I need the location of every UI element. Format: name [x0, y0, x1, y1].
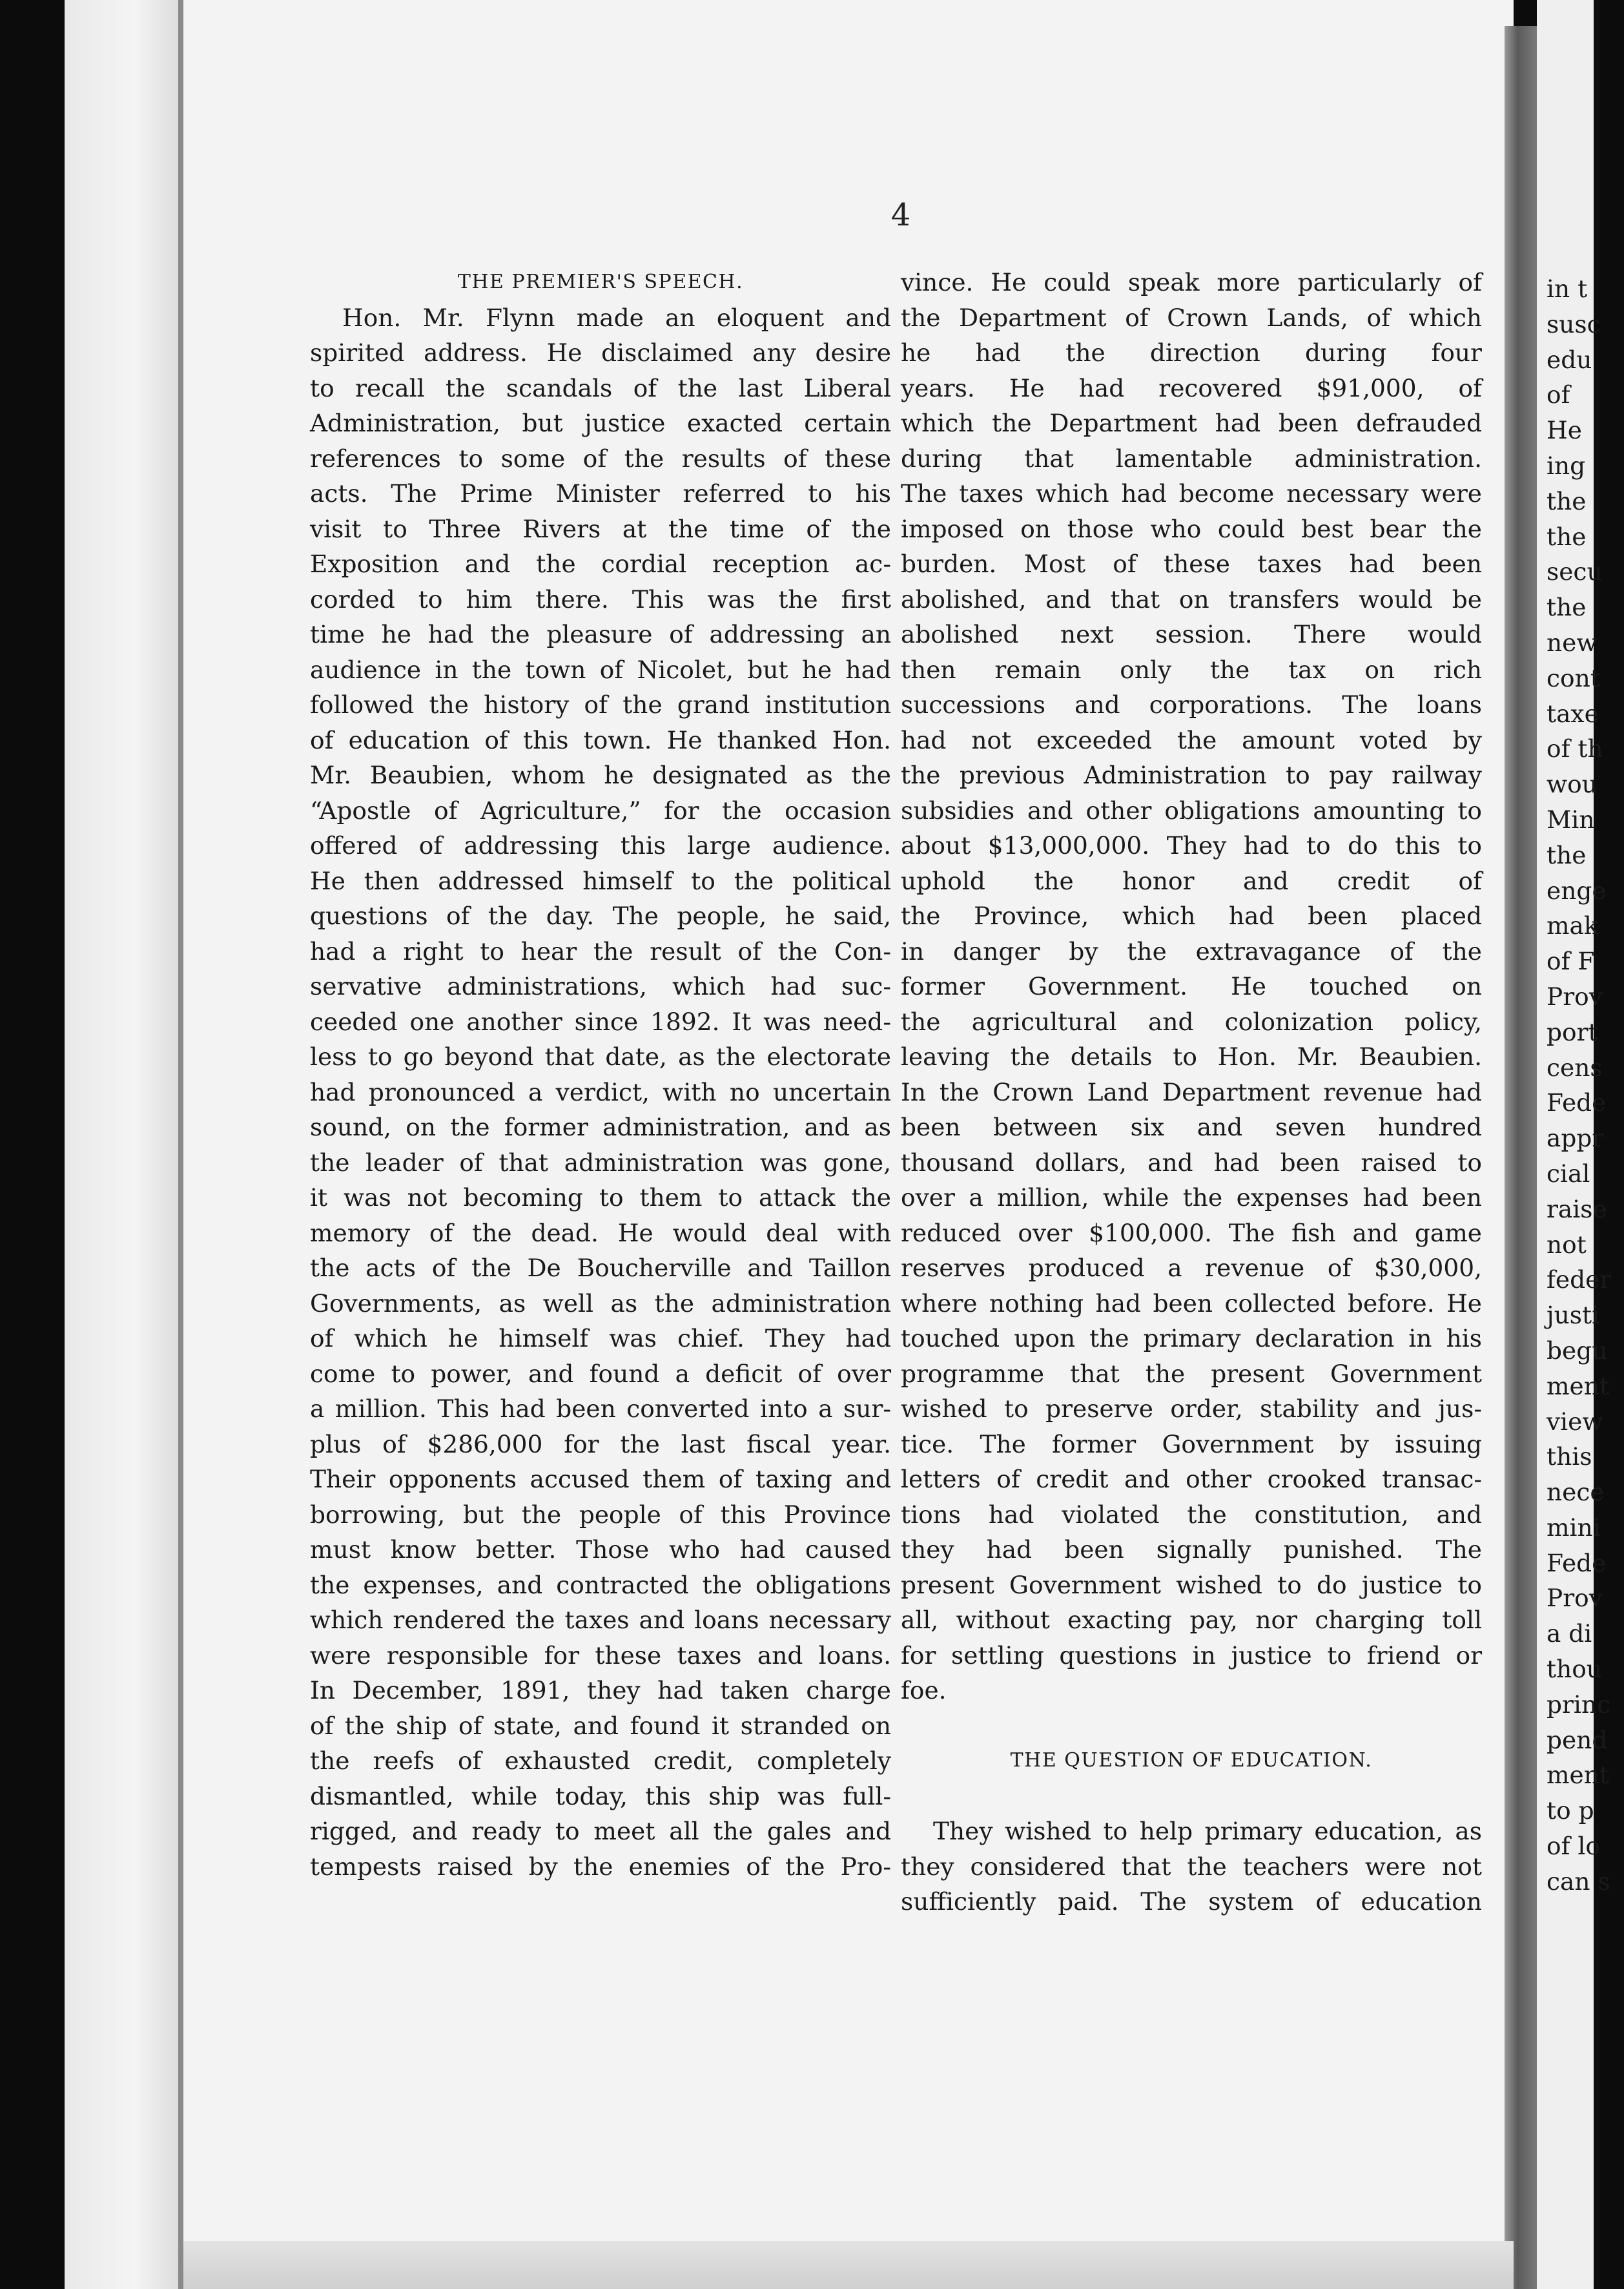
next-page-fragment: to p — [1547, 1796, 1594, 1825]
text-line: of education of this town. He thanked Hon. — [310, 725, 891, 754]
text-line: imposed on those who could best bear the — [901, 514, 1482, 543]
text-line: during that lamentable administration. — [901, 444, 1482, 473]
next-page-fragment: ing — [1547, 451, 1586, 480]
text-line: Mr. Beaubien, whom he designated as the — [310, 761, 891, 789]
text-line: the acts of the De Boucherville and Taillon — [310, 1254, 891, 1282]
text-line: thousand dollars, and had been raised to — [901, 1148, 1482, 1177]
right-column — [901, 265, 1482, 1920]
next-page-fragment: justi — [1547, 1301, 1600, 1330]
text-line: for settling questions in justice to friend or — [901, 1641, 1482, 1670]
text-line: offered of addressing this large audience. — [310, 831, 891, 860]
text-line: then remain only the tax on rich — [901, 655, 1482, 684]
page-fold-shadow — [178, 0, 183, 2289]
next-page-fragment: Fede — [1547, 1548, 1607, 1577]
text-line: They wished to help primary education, as — [933, 1817, 1482, 1845]
next-page-fragment: the — [1547, 593, 1587, 622]
text-line: In December, 1891, they had taken charge — [310, 1676, 891, 1704]
left-column — [310, 265, 891, 1884]
text-line: “Apostle of Agriculture,” for the occasion — [310, 796, 891, 825]
paragraph-gap — [901, 1779, 1482, 1814]
section-heading: THE PREMIER'S SPEECH. — [457, 271, 744, 293]
text-line: uphold the honor and credit of — [901, 866, 1482, 895]
text-line: letters of credit and other crooked transac- — [901, 1465, 1482, 1493]
next-page-fragment: of — [1547, 380, 1570, 409]
next-page-fragment: in t — [1547, 274, 1588, 303]
text-line: all, without exacting pay, nor charging toll — [901, 1606, 1482, 1634]
next-page-fragment: pend — [1547, 1725, 1608, 1754]
next-page-fragment: new — [1547, 628, 1598, 657]
text-line: former Government. He touched on — [901, 972, 1482, 1000]
next-page-fragment: feder — [1547, 1265, 1612, 1294]
next-page-fragment: thou — [1547, 1655, 1602, 1684]
next-page-fragment: susc — [1547, 309, 1601, 338]
text-line: spirited address. He disclaimed any desire — [310, 338, 891, 367]
text-line: of which he himself was chief. They had — [310, 1324, 891, 1352]
next-page-fragment: the — [1547, 840, 1587, 869]
text-line: less to go beyond that date, as the electorate — [310, 1042, 891, 1071]
next-page-fragment: of th — [1547, 734, 1603, 763]
page-number: 4 — [890, 197, 911, 233]
text-line: the agricultural and colonization policy, — [901, 1007, 1482, 1036]
text-line: abolished, and that on transfers would be — [901, 585, 1482, 614]
text-line: present Government wished to do justice to — [901, 1570, 1482, 1599]
text-line: reserves produced a revenue of $30,000, — [901, 1254, 1482, 1282]
text-line: leaving the details to Hon. Mr. Beaubien. — [901, 1042, 1482, 1071]
text-line: Exposition and the cordial reception ac- — [310, 550, 891, 578]
text-line: which rendered the taxes and loans necessary — [310, 1606, 891, 1634]
text-line: they considered that the teachers were not — [901, 1852, 1482, 1881]
text-line: had a right to hear the result of the Con- — [310, 937, 891, 966]
text-line: visit to Three Rivers at the time of the — [310, 514, 891, 543]
next-page-fragment: nece — [1547, 1478, 1605, 1507]
next-page-fragment: Fede — [1547, 1088, 1607, 1117]
next-page-fragment: ment — [1547, 1371, 1609, 1400]
next-page-fragment: secu — [1547, 557, 1603, 586]
text-line: must know better. Those who had caused — [310, 1535, 891, 1564]
text-line: he had the direction during four — [901, 338, 1482, 367]
text-line: a million. This had been converted into a sur- — [310, 1394, 891, 1423]
next-page-fragment: Min — [1547, 805, 1595, 834]
text-line: reduced over $100,000. The fish and game — [901, 1218, 1482, 1247]
next-page-fragment: ment — [1547, 1761, 1609, 1790]
text-line: sufficiently paid. The system of education — [901, 1887, 1482, 1916]
text-line: In the Crown Land Department revenue had — [901, 1077, 1482, 1106]
section-heading: THE QUESTION OF EDUCATION. — [1010, 1749, 1373, 1772]
text-line: vince. He could speak more particularly of — [901, 268, 1482, 296]
text-line: dismantled, while today, this ship was full- — [310, 1781, 891, 1810]
text-line: subsidies and other obligations amounting to — [901, 796, 1482, 825]
next-page-fragment: enge — [1547, 876, 1607, 905]
text-line: the Department of Crown Lands, of which — [901, 303, 1482, 332]
text-line: over a million, while the expenses had been — [901, 1183, 1482, 1212]
next-page-fragment: can s — [1547, 1867, 1610, 1896]
next-page-fragment: Prov — [1547, 982, 1603, 1011]
text-line: the reefs of exhausted credit, completely — [310, 1746, 891, 1775]
text-line: successions and corporations. The loans — [901, 690, 1482, 719]
text-line: The taxes which had become necessary were — [901, 479, 1482, 508]
text-line: touched upon the primary declaration in his — [901, 1324, 1482, 1352]
text-line: followed the history of the grand institution — [310, 690, 891, 719]
text-line: in danger by the extravagance of the — [901, 937, 1482, 966]
text-line: to recall the scandals of the last Liberal — [310, 373, 891, 402]
text-line: corded to him there. This was the first — [310, 585, 891, 614]
next-page-fragment: wou — [1547, 770, 1598, 799]
text-line: audience in the town of Nicolet, but he had — [310, 655, 891, 684]
text-line: rigged, and ready to meet all the gales and — [310, 1817, 891, 1845]
next-page-fragment: edu — [1547, 345, 1592, 374]
next-page-fragment: mini — [1547, 1513, 1601, 1542]
text-line: Their opponents accused them of taxing and — [310, 1465, 891, 1493]
next-page-fragment: cont — [1547, 663, 1600, 692]
next-page-fragment: view — [1547, 1407, 1603, 1436]
next-page-fragment: Prov — [1547, 1584, 1603, 1613]
text-line: questions of the day. The people, he said, — [310, 902, 891, 930]
text-line: Administration, but justice exacted certain — [310, 409, 891, 437]
text-line: time he had the pleasure of addressing an — [310, 620, 891, 648]
text-line: plus of $286,000 for the last fiscal year. — [310, 1429, 891, 1458]
next-page-fragment: cens — [1547, 1053, 1603, 1082]
text-line: were responsible for these taxes and loans. — [310, 1641, 891, 1670]
book-gutter-shadow — [1505, 26, 1537, 2289]
paragraph-gap — [901, 1708, 1482, 1744]
text-line: abolished next session. There would — [901, 620, 1482, 648]
text-line: come to power, and found a deficit of over — [310, 1359, 891, 1388]
left-page-margin — [65, 0, 181, 2289]
next-page-fragment: the — [1547, 522, 1587, 551]
next-page-fragment: not — [1547, 1230, 1587, 1259]
next-page-fragment: this — [1547, 1442, 1592, 1471]
text-line: they had been signally punished. The — [901, 1535, 1482, 1564]
text-line: about $13,000,000. They had to do this to — [901, 831, 1482, 860]
text-line: ceeded one another since 1892. It was need- — [310, 1007, 891, 1036]
next-page-fragment: mak — [1547, 911, 1599, 940]
text-line: the expenses, and contracted the obligations — [310, 1570, 891, 1599]
text-line: which the Department had been defrauded — [901, 409, 1482, 437]
text-line: tempests raised by the enemies of the Pro- — [310, 1852, 891, 1881]
next-page-fragment: appr — [1547, 1124, 1604, 1153]
text-line: it was not becoming to them to attack the — [310, 1183, 891, 1212]
next-page-fragment: cial — [1547, 1159, 1590, 1188]
next-page-fragment: begu — [1547, 1336, 1608, 1365]
text-line: where nothing had been collected before. He — [901, 1289, 1482, 1318]
next-page-fragment: of F — [1547, 947, 1595, 976]
text-line: references to some of the results of these — [310, 444, 891, 473]
text-line: the Province, which had been placed — [901, 902, 1482, 930]
next-page-fragment: He — [1547, 416, 1582, 445]
next-page-fragment: port — [1547, 1017, 1598, 1046]
text-line: foe. — [901, 1676, 947, 1704]
text-line: the previous Administration to pay railway — [901, 761, 1482, 789]
text-line: programme that the present Government — [901, 1359, 1482, 1388]
text-line: tions had violated the constitution, and — [901, 1500, 1482, 1529]
page-bottom-edge — [183, 2241, 1514, 2289]
next-page-fragment: of lo — [1547, 1832, 1600, 1861]
text-line: the leader of that administration was gone, — [310, 1148, 891, 1177]
text-line: had not exceeded the amount voted by — [901, 725, 1482, 754]
next-page-fragment: taxe — [1547, 699, 1599, 728]
text-line: been between six and seven hundred — [901, 1113, 1482, 1141]
next-page-fragment: a di — [1547, 1619, 1592, 1648]
next-page-fragment: princ — [1547, 1690, 1611, 1719]
next-page-text-fragments — [1547, 271, 1624, 1900]
text-line: servative administrations, which had suc- — [310, 972, 891, 1000]
next-page-fragment: the — [1547, 486, 1587, 515]
next-page-fragment: raise — [1547, 1194, 1607, 1223]
text-line: borrowing, but the people of this Province — [310, 1500, 891, 1529]
text-line: wished to preserve order, stability and jus- — [901, 1394, 1482, 1423]
text-line: acts. The Prime Minister referred to his — [310, 479, 891, 508]
text-line: sound, on the former administration, and as — [310, 1113, 891, 1141]
text-line: Hon. Mr. Flynn made an eloquent and — [342, 303, 891, 332]
text-line: memory of the dead. He would deal with — [310, 1218, 891, 1247]
text-line: of the ship of state, and found it stranded on — [310, 1711, 891, 1740]
text-line: tice. The former Government by issuing — [901, 1429, 1482, 1458]
text-line: Governments, as well as the administration — [310, 1289, 891, 1318]
text-line: burden. Most of these taxes had been — [901, 550, 1482, 578]
text-line: had pronounced a verdict, with no uncertain — [310, 1077, 891, 1106]
text-line: years. He had recovered $91,000, of — [901, 373, 1482, 402]
text-line: He then addressed himself to the political — [310, 866, 891, 895]
